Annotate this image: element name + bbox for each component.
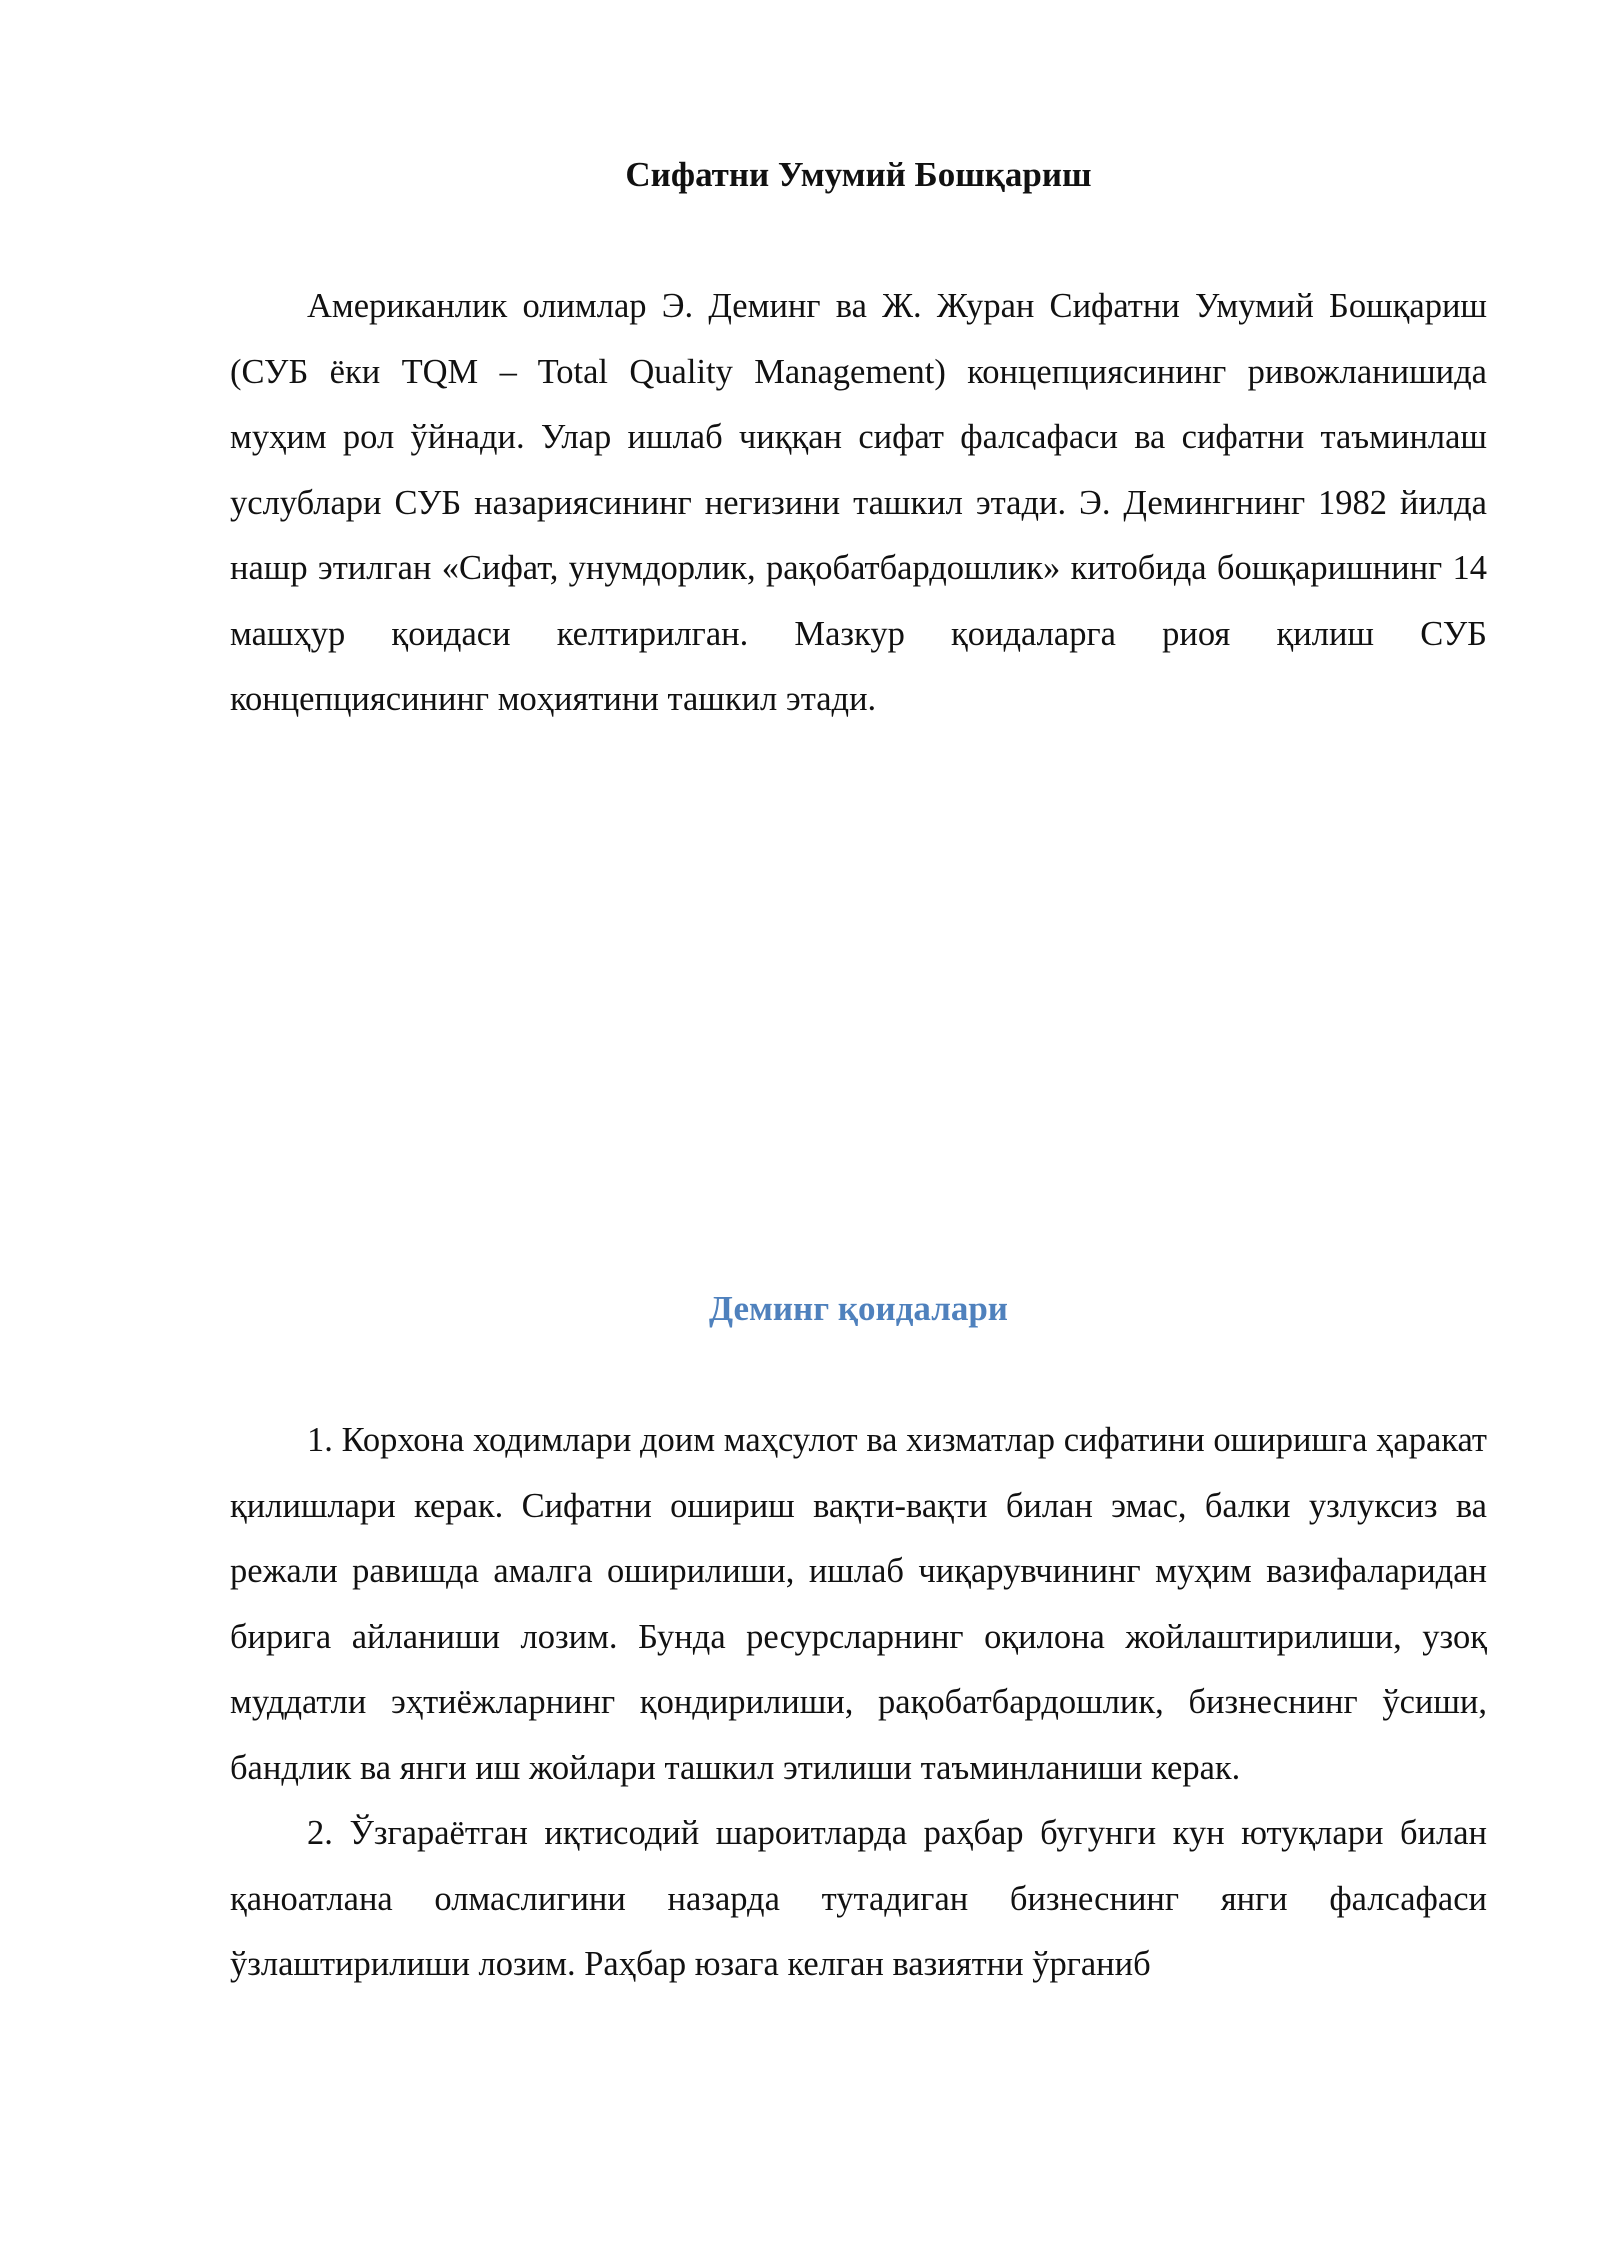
- rule-paragraph-2: 2. Ўзгараётган иқтисодий шароитларда раҳбар бугунги кун ютуқлари билан қаноатлана олмаслигини назарда тутадиган бизнеснинг янги фалсафаси ўзлаштирилиши лозим. Раҳбар юзага келган вазиятни ўрганиб: [230, 1814, 1487, 1983]
- section-heading: Деминг қоидалари: [709, 1289, 1008, 1328]
- rule-paragraph-1: 1. Корхона ходимлари доим маҳсулот ва хизматлар сифатини оширишга ҳаракат қилишлари керак. Сифатни ошириш вақти-вақти билан эмас, балки узлуксиз ва режали равишда амалга оширилиши, ишлаб чиқарувчининг муҳим вазифаларидан бирига айланиши лозим. Бунда ресурсларнинг оқилона жойлаштирилиши, узоқ муддатли эҳтиёжларнинг қондирилиши, рақобатбардошлик, бизнеснинг ўсиши, бандлик ва янги иш жойлари ташкил этилиши таъминланиши керак.: [230, 1421, 1487, 1787]
- intro-paragraph: Американлик олимлар Э. Деминг ва Ж. Журан Сифатни Умумий Бошқариш (СУБ ёки TQM – Total Quality Management) концепциясининг ривожланишида муҳим рол ўйнади. Улар ишлаб чиққан сифат фалсафаси ва сифатни таъминлаш услублари СУБ назариясининг негизини ташкил этади. Э. Демингнинг 1982 йилда нашр этилган «Сифат, унумдорлик, рақобатбардошлик» китобида бошқаришнинг 14 машҳур қоидаси келтирилган. Мазкур қоидаларга риоя қилиш СУБ концепциясининг моҳиятини ташкил этади.: [230, 287, 1487, 718]
- rules-list: [230, 1408, 1487, 1998]
- document-title: Сифатни Умумий Бошқариш: [625, 155, 1092, 194]
